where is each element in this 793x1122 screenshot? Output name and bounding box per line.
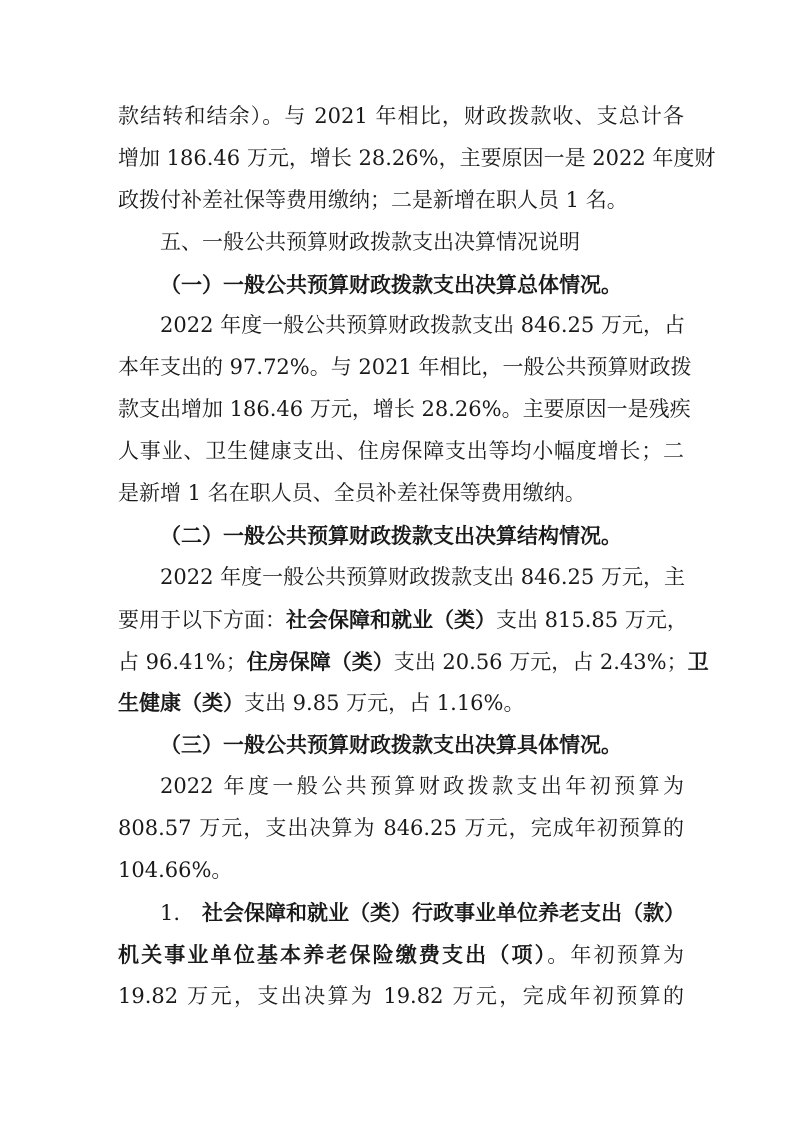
- para-specific-line-2: 808.57 万元，支出决算为 846.25 万元，完成年初预算的: [118, 816, 684, 841]
- subsection-1-heading: （一）一般公共预算财政拨款支出决算总体情况。: [160, 271, 622, 297]
- structure-line-2-post: 支出 815.85 万元，: [496, 607, 688, 632]
- category-health-end: 生健康（类）: [118, 690, 244, 716]
- para-overall-line-2: 本年支出的 97.72%。与 2021 年相比，一般公共预算财政拨: [118, 355, 692, 380]
- section-5-heading: 五、一般公共预算财政拨款支出决算情况说明: [160, 229, 580, 254]
- item-1-line-1: [118, 892, 684, 934]
- para-intro-line-3: 政拨付补差社保等费用缴纳；二是新增在职人员 1 名。: [118, 187, 628, 212]
- item-1-title-part-2: 机关事业单位基本养老保险缴费支出（项）: [118, 941, 548, 967]
- para-specific-line-3: 104.66%。: [118, 858, 233, 883]
- document-body: [118, 96, 716, 1018]
- subsection-2-heading: （二）一般公共预算财政拨款支出决算结构情况。: [160, 522, 622, 548]
- para-specific-line-1: 2022 年度一般公共预算财政拨款支出年初预算为: [160, 774, 684, 799]
- para-structure-line-2: [118, 599, 688, 641]
- para-structure-line-3: [118, 641, 709, 683]
- para-structure-line-4: [118, 682, 684, 724]
- para-overall-line-4: 人事业、卫生健康支出、住房保障支出等均小幅度增长；二: [118, 439, 684, 464]
- para-overall-line-1: 2022 年度一般公共预算财政拨款支出 846.25 万元，占: [160, 313, 685, 338]
- para-intro-line-1: 款结转和结余）。与 2021 年相比，财政拨款收、支总计各: [118, 104, 684, 128]
- para-overall-line-3: 款支出增加 186.46 万元，增长 28.26%。主要原因一是残疾: [118, 397, 691, 422]
- item-1-line-2-post: 。年初预算为: [547, 942, 685, 967]
- para-overall-line-5: 是新增 1 名在职人员、全员补差社保等费用缴纳。: [118, 481, 586, 506]
- item-1-title-part-1: 社会保障和就业（类）行政事业单位养老支出（款）: [202, 899, 686, 925]
- item-1-number: 1.: [160, 900, 181, 925]
- structure-line-3-mid: 支出 20.56 万元，占 2.43%；: [393, 649, 688, 674]
- subsection-3-heading: （三）一般公共预算财政拨款支出决算具体情况。: [160, 732, 622, 758]
- item-1-line-2: [118, 934, 684, 976]
- para-structure-line-1: 2022 年度一般公共预算财政拨款支出 846.25 万元，主: [160, 564, 685, 589]
- category-health-start: 卫: [687, 648, 709, 674]
- structure-line-3-pre: 占 96.41%；: [118, 649, 247, 674]
- item-1-line-3: 19.82 万元，支出决算为 19.82 万元，完成年初预算的: [118, 983, 684, 1008]
- structure-line-4-post: 支出 9.85 万元，占 1.16%。: [244, 691, 525, 716]
- para-intro-line-2: 增加 186.46 万元，增长 28.26%，主要原因一是 2022 年度财: [118, 145, 716, 170]
- category-social-security: 社会保障和就业（类）: [286, 606, 496, 632]
- structure-line-2-pre: 要用于以下方面：: [118, 607, 286, 632]
- category-housing: 住房保障（类）: [246, 648, 394, 674]
